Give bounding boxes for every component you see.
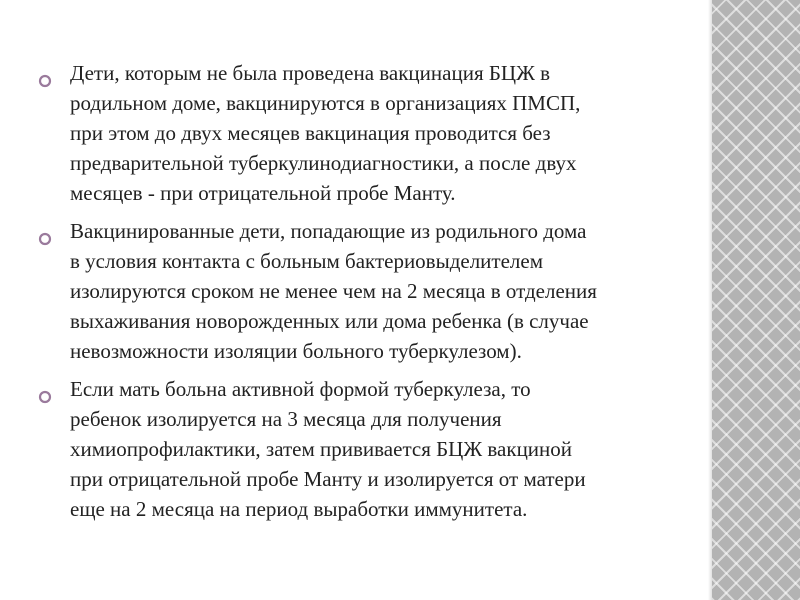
- bullet-line: изолируются сроком не менее чем на 2 месяца в отделения: [70, 279, 597, 303]
- bullet-line: месяцев - при отрицательной пробе Манту.: [70, 181, 456, 205]
- bullet-line: Вакцинированные дети, попадающие из родильного дома: [70, 219, 587, 243]
- bullet-line: Если мать больна активной формой туберкулеза, то: [70, 377, 531, 401]
- ring-bullet-icon: [38, 382, 52, 396]
- bullet-line: Дети, которым не была проведена вакцинация БЦЖ в: [70, 61, 551, 85]
- ring-bullet-icon: [38, 224, 52, 238]
- ring-bullet-icon: [38, 66, 52, 80]
- bullet-item-mother-tuberculosis: [38, 374, 710, 524]
- bullet-line: ребенок изолируется на 3 месяца для получения: [70, 407, 502, 431]
- bullet-line: при отрицательной пробе Манту и изолируется от матери: [70, 467, 586, 491]
- bullet-line: при этом до двух месяцев вакцинация проводится без: [70, 121, 551, 145]
- bullet-line: невозможности изоляции больного туберкулезом).: [70, 339, 522, 363]
- decorative-side-band: [712, 0, 800, 600]
- bullet-list: [38, 58, 710, 524]
- bullet-item-contact-isolation: [38, 216, 710, 366]
- bullet-line: химиопрофилактики, затем прививается БЦЖ вакциной: [70, 437, 573, 461]
- bullet-line: еще на 2 месяца на период выработки иммунитета.: [70, 497, 528, 521]
- bullet-line: родильном доме, вакцинируются в организациях ПМСП,: [70, 91, 581, 115]
- bullet-line: предварительной туберкулинодиагностики, а после двух: [70, 151, 577, 175]
- bullet-item-bcg-not-vaccinated: [38, 58, 710, 208]
- bullet-line: в условия контакта с больным бактериовыделителем: [70, 249, 544, 273]
- slide-content: [38, 58, 710, 532]
- bullet-line: выхаживания новорожденных или дома ребенка (в случае: [70, 309, 589, 333]
